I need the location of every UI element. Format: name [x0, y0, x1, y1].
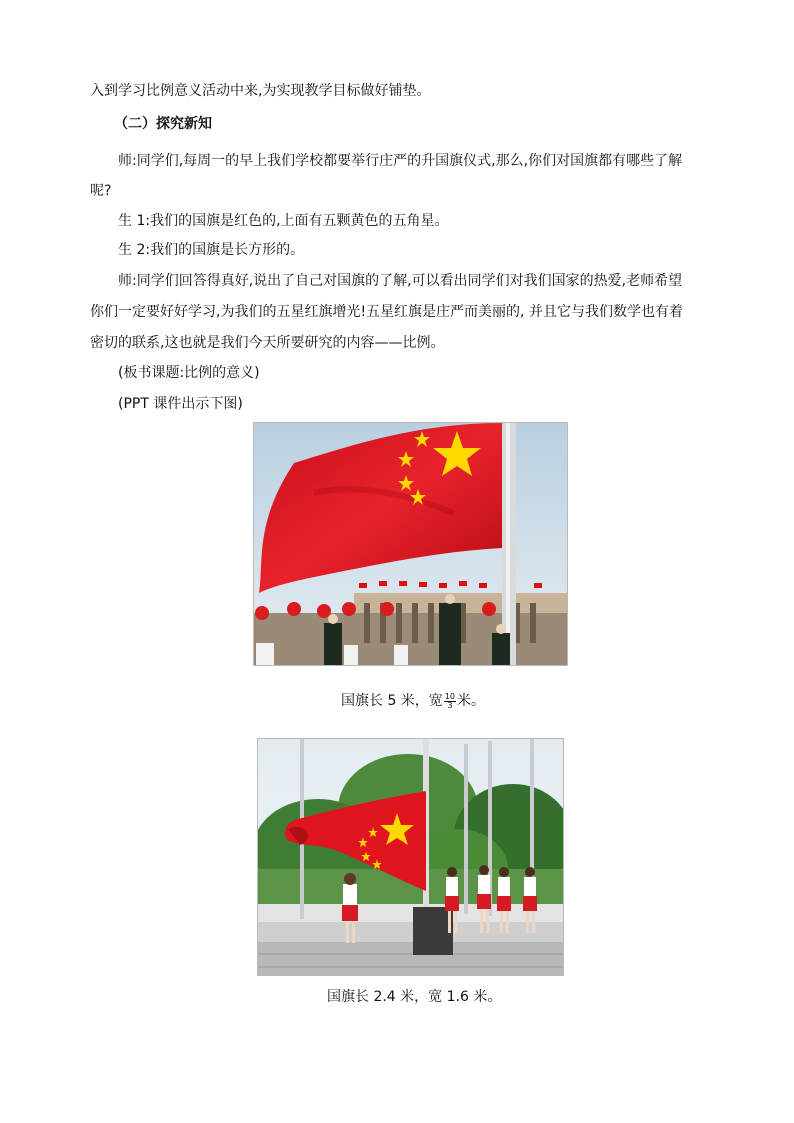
flag-raising-photo-1	[253, 422, 568, 666]
teacher-line-2-cont2: 密切的联系,这也就是我们今天所要研究的内容——比例。	[90, 335, 445, 351]
fraction-denominator: 3	[447, 700, 453, 710]
flag-raising-photo-2	[257, 738, 564, 976]
paragraph-continuation: 入到学习比例意义活动中来,为实现教学目标做好铺垫。	[90, 83, 431, 99]
blackboard-title-note: (板书课题:比例的意义)	[118, 365, 260, 381]
student-2-line: 生 2:我们的国旗是长方形的。	[118, 242, 305, 258]
teacher-line-1-cont: 呢?	[90, 183, 112, 199]
caption-1-suffix: 米。	[457, 693, 485, 709]
caption-1-prefix: 国旗长 5 米，宽	[341, 693, 443, 709]
fraction-numerator: 10	[444, 691, 455, 701]
teacher-line-1: 师:同学们,每周一的早上我们学校都要举行庄严的升国旗仪式,那么,你们对国旗都有哪些了解	[118, 153, 683, 169]
ppt-note: (PPT 课件出示下图)	[118, 396, 243, 412]
flag-photo-1-graphic	[254, 423, 567, 665]
student-1-line: 生 1:我们的国旗是红色的,上面有五颗黄色的五角星。	[118, 213, 449, 229]
section-heading: （二）探究新知	[114, 116, 212, 132]
teacher-line-2: 师:同学们回答得真好,说出了自己对国旗的了解,可以看出同学们对我们国家的热爱,老师希望	[118, 273, 683, 289]
width-fraction	[444, 693, 456, 710]
flag-photo-2-graphic	[258, 739, 563, 975]
caption-photo-1	[341, 692, 485, 710]
teacher-line-2-cont: 你们一定要好好学习,为我们的五星红旗增光!五星红旗是庄严而美丽的, 并且它与我们数学也有着	[90, 304, 683, 320]
caption-photo-2: 国旗长 2.4 米，宽 1.6 米。	[327, 989, 502, 1005]
